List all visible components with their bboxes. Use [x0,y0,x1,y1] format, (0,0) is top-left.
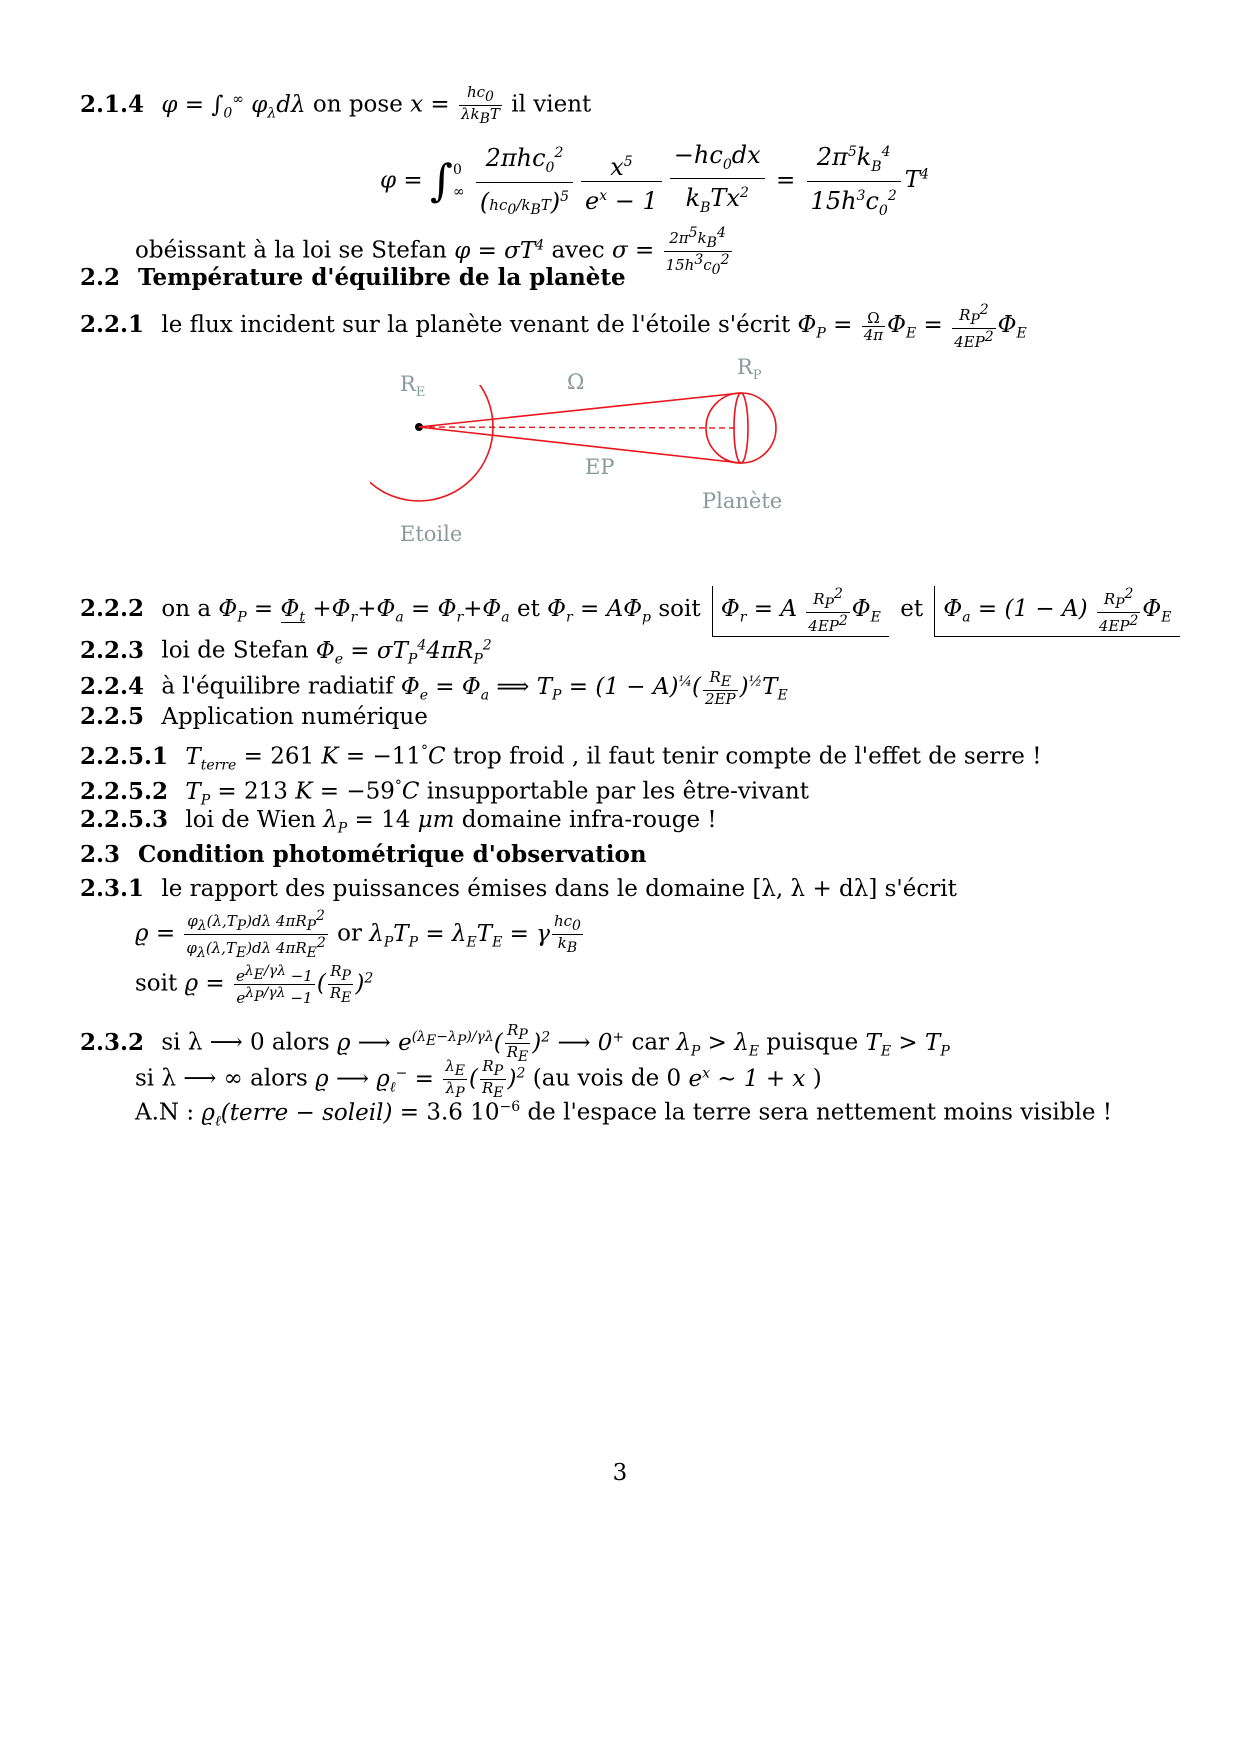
distance-label: EP [585,455,615,479]
section-number: 2.2 [80,264,121,291]
numerical-application-line: A.N : $ϱ_\ell(terre$ − soleil) = 3.6 $10^{-6}$ de l'espace la terre sera nettement moins visible ! [135,1099,1112,1130]
rho-result-equation: soit ϱ = $\frac{e^{\lambda_E/\gamma\lambda} -1}{e^{\lambda_P/\gamma\lambda} -1}$ ( $\frac{R_P}{R_E}$ )$^2$ [135,962,374,1008]
equation: x = [410,91,450,118]
section-2-2-4: 2.2.4 à l'équilibre radiatif $\Phi_e = \Phi_a$ ⟹ $T_P = (1 - A)^{\frac{1}{4}}$( $\frac{R_E}{2EP}$ )$^{\frac{1}{2}}T_E$ [80,667,788,708]
section-2-2-5-3: 2.2.5.3 loi de Wien $\lambda_P = 14$ μm domaine infra-rouge ! [80,806,717,837]
section-2-3-1: 2.3.1 le rapport des puissances émises dans le domaine [λ, λ + dλ] s'écrit [80,875,957,902]
section-title: Température d'équilibre de la planète [138,264,626,291]
fraction: $\frac{2\pi^5k_B^4}{15h^3c_0^2}$ [665,225,730,278]
equation: $\varphi = \int_0^\infty$ $\varphi_\lambda d\lambda$ [161,91,306,122]
section-number: 2.2.2 [80,595,145,622]
integral-equation: φ = ∫ 0 ∞ 2πhc$_0^2$ $(hc_0/k_BT)^5$ $\frac{x^5}{e^x - 1}$ $-hc_0dx$ $k_BTx^2$ = $\frac{2\pi^5k_B^4}{15h^3c_0^2}$ $T^4$ [380,138,929,198]
section-2-2-heading [80,263,626,293]
section-2-3-2: 2.3.2 si λ ⟶ 0 alors ϱ ⟶ $e^{(\lambda_E-\lambda_P)/\gamma\lambda}$( $\frac{R_P}{R_E}$ )$^2$ ⟶ 0+ car $\lambda_P > \lambda_E$ puisque $T_E > T_P$ [80,1021,950,1066]
planet-circle [706,393,776,463]
star-circle [370,385,493,501]
text: obéissant à la loi se Stefan [135,237,447,264]
stefan-law-line: obéissant à la loi se Stefan $\varphi = \sigma T^4$ avec σ = $\frac{2\pi^5k_B^4}{15h^3c_0^2}$ [135,225,730,278]
cone-top-line [419,393,741,427]
planet-cross-section [734,393,748,463]
planet-radius-label: $R_P$ [737,355,762,384]
text: il vient [511,91,592,118]
section-2-2-5: 2.2.5 Application numérique [80,703,428,730]
section-number: 2.1.4 [80,90,145,118]
section-2-2-2: 2.2.2 on a $\Phi_P = \Phi_t +\Phi_r+\Phi_a = \Phi_r+\Phi_a$ et $\Phi_r = A\Phi_p$ soit $\Phi_r = A$ $\frac{R_P^2}{4EP^2}$ $\Phi_E$ et $\Phi_a = (1 - A)$ $\frac{R_P^2}{4EP^2}$ $\Phi_E$ [80,586,1184,637]
section-2-3-heading: 2.3 Condition photométrique d'observation [80,841,647,868]
solid-angle-label: Ω [567,370,585,394]
limit-infinity-line: si λ ⟶ ∞ alors ϱ ⟶ $ϱ_\ell^-$ = $\frac{\lambda_E}{\lambda_P}$ ( $\frac{R_P}{R_E}$ )$^2$ (au vois de 0 $e^x$ ∼ 1 + x ) [135,1057,822,1102]
section-2-2-5-2: 2.2.5.2 $T_P = 213$ K = −59°C insupportable par les être-vivant [80,777,809,809]
boxed-result-absorbed: $\Phi_a = (1 - A)$ $\frac{R_P^2}{4EP^2}$ $\Phi_E$ [934,586,1179,637]
rho-ratio-equation: ϱ = $\frac{\varphi_\lambda(\lambda,T_P)d\lambda 4\pi R_P^2}{\varphi_\lambda(\lambda,T_E)d\lambda 4\pi R_E^2}$ or $\lambda_PT_P = \lambda_ET_E = \gamma$ $\frac{hc_0}{k_B}$ [135,908,581,961]
section-2-2-1: 2.2.1 le flux incident sur la planète venant de l'étoile s'écrit $\Phi_P$ = $\frac{\Omega}{4\pi}$ $\Phi_E$ = $\frac{R_P^2}{4EP^2}$ $\Phi_E$ [80,302,1027,351]
distance-dashed-line [419,427,738,428]
text: on pose [312,91,403,118]
section-number: 2.2.1 [80,311,145,338]
text: avec [551,237,605,264]
equation: $\varphi = \sigma T^4$ [454,236,545,264]
cone-bottom-line [419,427,741,463]
star-label: Etoile [400,522,463,546]
section-2-1-4 [80,84,591,128]
section-2-2-5-1: 2.2.5.1 $T_{terre} = 261$ K = −11°C trop froid , il faut tenir compte de l'effet de serre ! [80,742,1042,774]
section-2-2-3: 2.2.3 loi de Stefan $\Phi_e = \sigma T_P^44\pi R_P^2$ [80,636,492,668]
boxed-result-reflected: $\Phi_r = A$ $\frac{R_P^2}{4EP^2}$ $\Phi_E$ [712,586,889,637]
page-number: 3 [612,1460,628,1486]
star-radius-label: $R_E$ [400,372,426,401]
fraction: $\frac{hc_0}{\lambda k_BT}$ [461,83,500,128]
text: le flux incident sur la planète venant de l'étoile s'écrit [161,312,791,338]
planet-label: Planète [702,489,783,513]
